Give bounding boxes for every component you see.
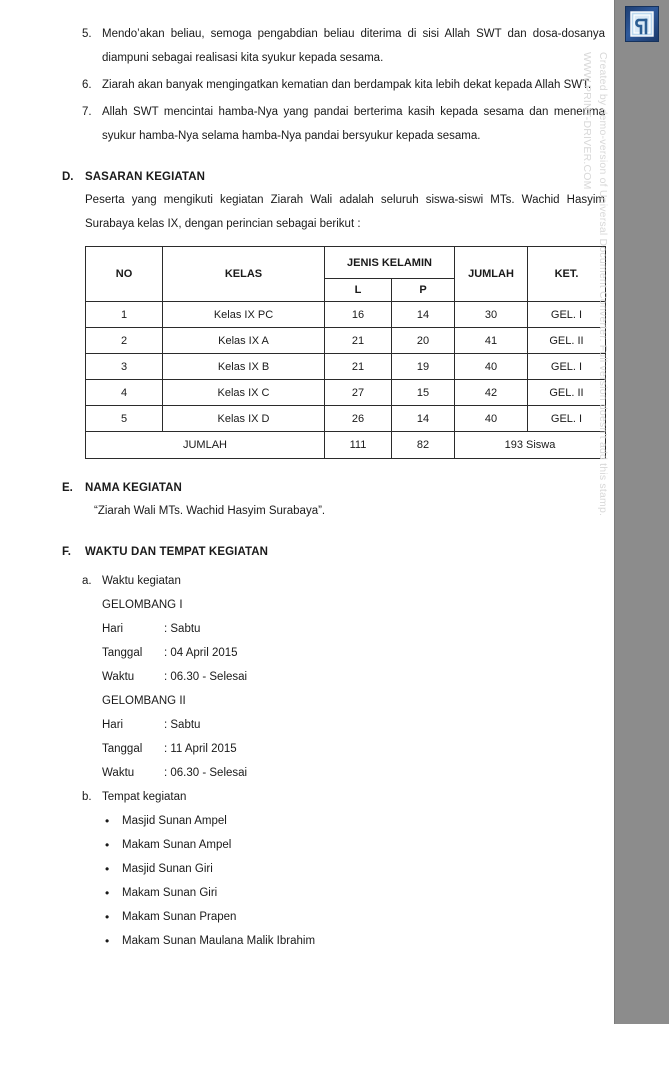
field-value: : Sabtu xyxy=(164,623,201,635)
gelombang-2-hari xyxy=(102,713,607,737)
gelombang-1-hari xyxy=(102,617,607,641)
cell-kelas: Kelas IX B xyxy=(163,354,325,380)
gelombang-2-waktu xyxy=(102,761,607,785)
gelombang-1-title: GELOMBANG I xyxy=(102,599,183,611)
header-no: NO xyxy=(86,247,163,302)
field-value: : 06.30 - Selesai xyxy=(164,671,248,683)
header-l: L xyxy=(325,279,392,302)
table-row xyxy=(86,302,606,328)
cell-jumlah: 42 xyxy=(455,380,528,406)
field-label: Tanggal xyxy=(102,743,143,755)
section-e-quote: “Ziarah Wali MTs. Wachid Hasyim Surabaya”. xyxy=(94,505,326,517)
cell-l: 16 xyxy=(325,302,392,328)
cell-ket: GEL. I xyxy=(528,406,606,432)
field-label: Waktu xyxy=(102,671,135,683)
list-item xyxy=(105,857,607,881)
header-p: P xyxy=(392,279,455,302)
place-name: Makam Sunan Maulana Malik Ibrahim xyxy=(122,935,316,947)
gelombang-2-title: GELOMBANG II xyxy=(102,695,186,707)
section-heading-e xyxy=(62,477,607,499)
cell-l: 21 xyxy=(325,354,392,380)
section-title: NAMA KEGIATAN xyxy=(85,482,182,494)
list-item xyxy=(105,809,607,833)
sub-item-label: Waktu kegiatan xyxy=(102,575,181,587)
section-heading-d xyxy=(62,166,607,188)
list-item xyxy=(105,929,607,953)
table-row xyxy=(86,354,606,380)
section-heading-f xyxy=(62,541,607,563)
sub-item-b xyxy=(82,785,607,809)
list-item-text: Allah SWT mencintai hamba-Nya yang pandai berterima kasih kepada sesama dan menerima syukur hamba-Nya selama hamba-Nya pandai bersyukur kepada sesama. xyxy=(102,106,605,142)
cell-p: 15 xyxy=(392,380,455,406)
sub-item-a xyxy=(82,569,607,593)
field-label: Waktu xyxy=(102,767,135,779)
list-item xyxy=(62,73,607,97)
field-label: Tanggal xyxy=(102,647,143,659)
sub-item-marker: a. xyxy=(82,575,92,587)
field-value: : 04 April 2015 xyxy=(164,647,238,659)
participants-table xyxy=(85,246,606,459)
section-title: WAKTU DAN TEMPAT KEGIATAN xyxy=(85,546,269,558)
list-item-text: Mendo’akan beliau, semoga pengabdian beliau diterima di sisi Allah SWT dan dosa-dosanya diampuni sebagai realisasi kita syukur kepada sesama. xyxy=(102,28,605,64)
cell-p: 19 xyxy=(392,354,455,380)
logo-glyph-icon xyxy=(630,11,654,37)
field-value: : Sabtu xyxy=(164,719,201,731)
section-letter: F. xyxy=(62,546,71,558)
place-name: Makam Sunan Ampel xyxy=(122,839,232,851)
table-row xyxy=(86,406,606,432)
field-label: Hari xyxy=(102,719,124,731)
list-item xyxy=(105,905,607,929)
cell-p: 20 xyxy=(392,328,455,354)
table-row xyxy=(86,380,606,406)
cell-ket: GEL. I xyxy=(528,354,606,380)
field-label: Hari xyxy=(102,623,124,635)
watermark-line-2: WWW.PRINT-DRIVER.COM xyxy=(581,52,593,190)
numbered-list xyxy=(62,22,607,148)
cell-jumlah: 40 xyxy=(455,406,528,432)
list-item-text: Ziarah akan banyak mengingatkan kematian dan berdampak kita lebih dekat kepada Allah SWT. xyxy=(102,79,592,91)
cell-ket: GEL. II xyxy=(528,328,606,354)
bullet-icon: • xyxy=(105,934,110,948)
bullet-icon: • xyxy=(105,910,110,924)
participants-table-wrapper xyxy=(85,246,607,459)
list-item xyxy=(105,881,607,905)
list-item xyxy=(62,22,607,70)
bullet-icon: • xyxy=(105,886,110,900)
cell-l: 21 xyxy=(325,328,392,354)
list-item-number: 7. xyxy=(82,106,92,118)
cell-jumlah: 40 xyxy=(455,354,528,380)
cell-no: 2 xyxy=(86,328,163,354)
cell-kelas: Kelas IX D xyxy=(163,406,325,432)
cell-no: 3 xyxy=(86,354,163,380)
bullet-icon: • xyxy=(105,862,110,876)
list-item-number: 6. xyxy=(82,79,92,91)
document-content xyxy=(62,22,607,953)
cell-l: 26 xyxy=(325,406,392,432)
cell-no: 5 xyxy=(86,406,163,432)
bullet-icon: • xyxy=(105,814,110,828)
place-name: Makam Sunan Giri xyxy=(122,887,218,899)
sub-item-label: Tempat kegiatan xyxy=(102,791,187,803)
bullet-icon: • xyxy=(105,838,110,852)
header-jenis-kelamin: JENIS KELAMIN xyxy=(325,247,455,279)
cell-kelas: Kelas IX A xyxy=(163,328,325,354)
section-letter: D. xyxy=(62,171,74,183)
list-item xyxy=(62,100,607,148)
place-name: Makam Sunan Prapen xyxy=(122,911,237,923)
cell-jumlah: 30 xyxy=(455,302,528,328)
print-driver-logo-icon xyxy=(625,6,659,42)
cell-jumlah: 41 xyxy=(455,328,528,354)
cell-ket: GEL. II xyxy=(528,380,606,406)
gelombang-2-tanggal xyxy=(102,737,607,761)
watermark-text-block xyxy=(561,52,615,1076)
gelombang-1-tanggal xyxy=(102,641,607,665)
cell-ket: GEL. I xyxy=(528,302,606,328)
cell-no: 4 xyxy=(86,380,163,406)
header-kelas: KELAS xyxy=(163,247,325,302)
cell-kelas: Kelas IX PC xyxy=(163,302,325,328)
cell-l: 27 xyxy=(325,380,392,406)
section-letter: E. xyxy=(62,482,73,494)
place-name: Masjid Sunan Giri xyxy=(122,863,213,875)
total-l: 111 xyxy=(325,432,392,459)
total-label: JUMLAH xyxy=(86,432,325,459)
list-item-number: 5. xyxy=(82,28,92,40)
sub-item-marker: b. xyxy=(82,791,92,803)
section-title: SASARAN KEGIATAN xyxy=(85,171,206,183)
watermark-line-1: Created by demo-version of Universal Document Converter. Full version doesn't add this stamp. xyxy=(597,52,609,517)
cell-no: 1 xyxy=(86,302,163,328)
watermark-strip xyxy=(581,0,669,1024)
cell-p: 14 xyxy=(392,302,455,328)
header-ket: KET. xyxy=(528,247,606,302)
table-header-row xyxy=(86,247,606,279)
place-name: Masjid Sunan Ampel xyxy=(122,815,227,827)
field-value: : 06.30 - Selesai xyxy=(164,767,248,779)
cell-p: 14 xyxy=(392,406,455,432)
table-row xyxy=(86,328,606,354)
field-value: : 11 April 2015 xyxy=(164,743,237,755)
cell-kelas: Kelas IX C xyxy=(163,380,325,406)
list-item xyxy=(105,833,607,857)
section-d-paragraph: Peserta yang mengikuti kegiatan Ziarah Wali adalah seluruh siswa-siswi MTs. Wachid Hasyim Surabaya kelas IX, dengan perincian sebagai berikut : xyxy=(85,194,605,230)
gelombang-1-waktu xyxy=(102,665,607,689)
total-jumlah: 193 Siswa xyxy=(455,432,606,459)
header-jumlah: JUMLAH xyxy=(455,247,528,302)
table-total-row xyxy=(86,432,606,459)
total-p: 82 xyxy=(392,432,455,459)
